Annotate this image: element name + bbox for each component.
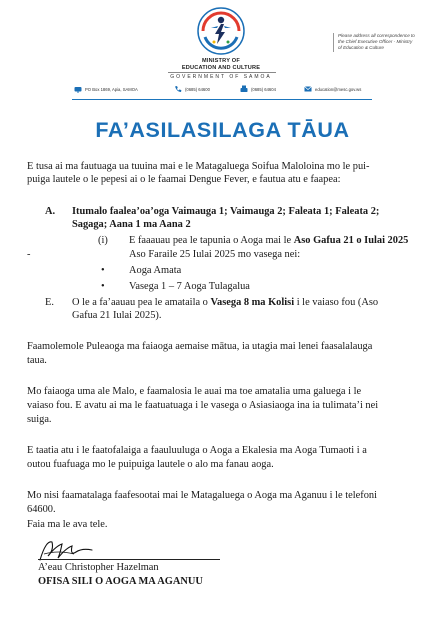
item-i-text: E faaauau pea le tapunia o Aoga mai le [129, 235, 294, 246]
signature-line [38, 559, 220, 560]
item-e-text: O le a fa’aauau pea le amataila o [72, 297, 211, 308]
item-i-date: Aso Gafua 21 o Iulai 2025 [293, 235, 409, 246]
para-2-line-2: vaiaso fou. E avatu ai ma le faatuatuaga i le vasega o Asiasiaoga ina ia tulimata’i nei [27, 400, 379, 411]
para-3-line-1: E taatia atu i le faatofalaiga a faauluuluga o Aoga a Ekalesia ma Aoga Tumaoti i a [27, 445, 367, 456]
para-2-line-1: Mo faiaoga uma ale Malo, e faamalosia le auai ma toe amatalia uma galuega i le [27, 386, 362, 397]
phone-icon [174, 85, 182, 93]
government-label: GOVERNMENT OF SAMOA [170, 74, 272, 80]
email-icon [304, 85, 312, 93]
para-2-line-3: suiga. [27, 414, 52, 425]
ministry-line-1: MINISTRY OF [202, 58, 240, 64]
item-e-classes: Vasega 8 ma Kolisi [210, 297, 295, 308]
note-line-3: of Education & Culture [338, 45, 384, 51]
contact-address-text: PO Box 1869, Apia, SAMOA [85, 86, 138, 92]
contact-phone-text: (0685) 64600 [185, 86, 210, 92]
item-e-line-1 [72, 296, 378, 309]
item-i-dash: - [27, 249, 31, 260]
note-line-1: Please address all correspondence to [338, 33, 415, 38]
correspondence-note [333, 33, 444, 52]
ministry-line-2: EDUCATION AND CULTURE [181, 64, 261, 71]
bullet-marker: • [101, 281, 105, 292]
item-i-line-2: Aso Faraile 25 Iulai 2025 mo vasega nei: [129, 249, 301, 260]
mailbox-icon [74, 85, 82, 93]
fax-icon [240, 85, 248, 93]
item-e-text-end: i le vaiaso fou (Aso [294, 297, 379, 308]
item-i-marker: (i) [98, 235, 108, 246]
bullet-item-1: Aoga Amata [129, 265, 182, 276]
contact-email-text: education@mesc.gov.ws [315, 86, 362, 92]
signature-icon [36, 536, 96, 564]
contact-email [304, 83, 361, 95]
page-title: FA’ASILASILAGA TĀUA [95, 118, 350, 142]
para-3-line-2: outou fuafuaga mo le puipuiga lautele o alo ma fanau aoga. [27, 459, 274, 470]
para-4-line-2: 64600. [27, 504, 56, 515]
item-e-line-2: Gafua 21 Iulai 2025). [72, 310, 162, 321]
intro-line-2: puiga lautele o le pepesi ai o le faamai Dengue Fever, e fautua atu e faapea: [27, 174, 341, 185]
signatory-name: A’eau Christopher Hazelman [38, 562, 159, 573]
contact-fax [240, 83, 276, 95]
item-e-marker: E. [45, 297, 54, 308]
divider [168, 72, 276, 73]
note-line-2: the Chief Executive Officer - Ministry [338, 39, 413, 45]
contact-phone [174, 83, 210, 95]
contact-fax-text: (0685) 64604 [251, 86, 276, 92]
closing-line: Faia ma le ava tele. [27, 519, 108, 530]
item-i-line-1 [129, 234, 408, 247]
ministry-name [150, 58, 292, 71]
signatory-position: OFISA SILI O AOGA MA AGANUU [38, 576, 203, 587]
intro-line-1: E tusa ai ma fautuaga ua tuuina mai e le Matagaluega Soifua Maloloina mo le pui- [27, 161, 370, 172]
bullet-marker: • [101, 265, 105, 276]
ministry-logo-icon [196, 6, 246, 56]
para-1-line-2: taua. [27, 355, 47, 366]
contact-bar [74, 83, 374, 95]
header-divider [72, 99, 372, 100]
section-a-line-1: Itumalo faalea’oa’oga Vaimauga 1; Vaimauga 2; Faleata 1; Faleata 2; [72, 206, 380, 217]
contact-address [74, 83, 138, 95]
bullet-item-2: Vasega 1 – 7 Aoga Tulagalua [129, 281, 250, 292]
section-a-line-2: Sagaga; Aana 1 ma Aana 2 [72, 219, 191, 230]
section-a-marker: A. [45, 206, 56, 217]
para-1-line-1: Faamolemole Puleaoga ma faiaoga aemaise mātua, ia utagia mai lenei faasalalauga [27, 341, 373, 352]
para-4-line-1: Mo nisi faamatalaga faafesootai mai le Matagaluega o Aoga ma Aganuu i le telefoni [27, 490, 377, 501]
